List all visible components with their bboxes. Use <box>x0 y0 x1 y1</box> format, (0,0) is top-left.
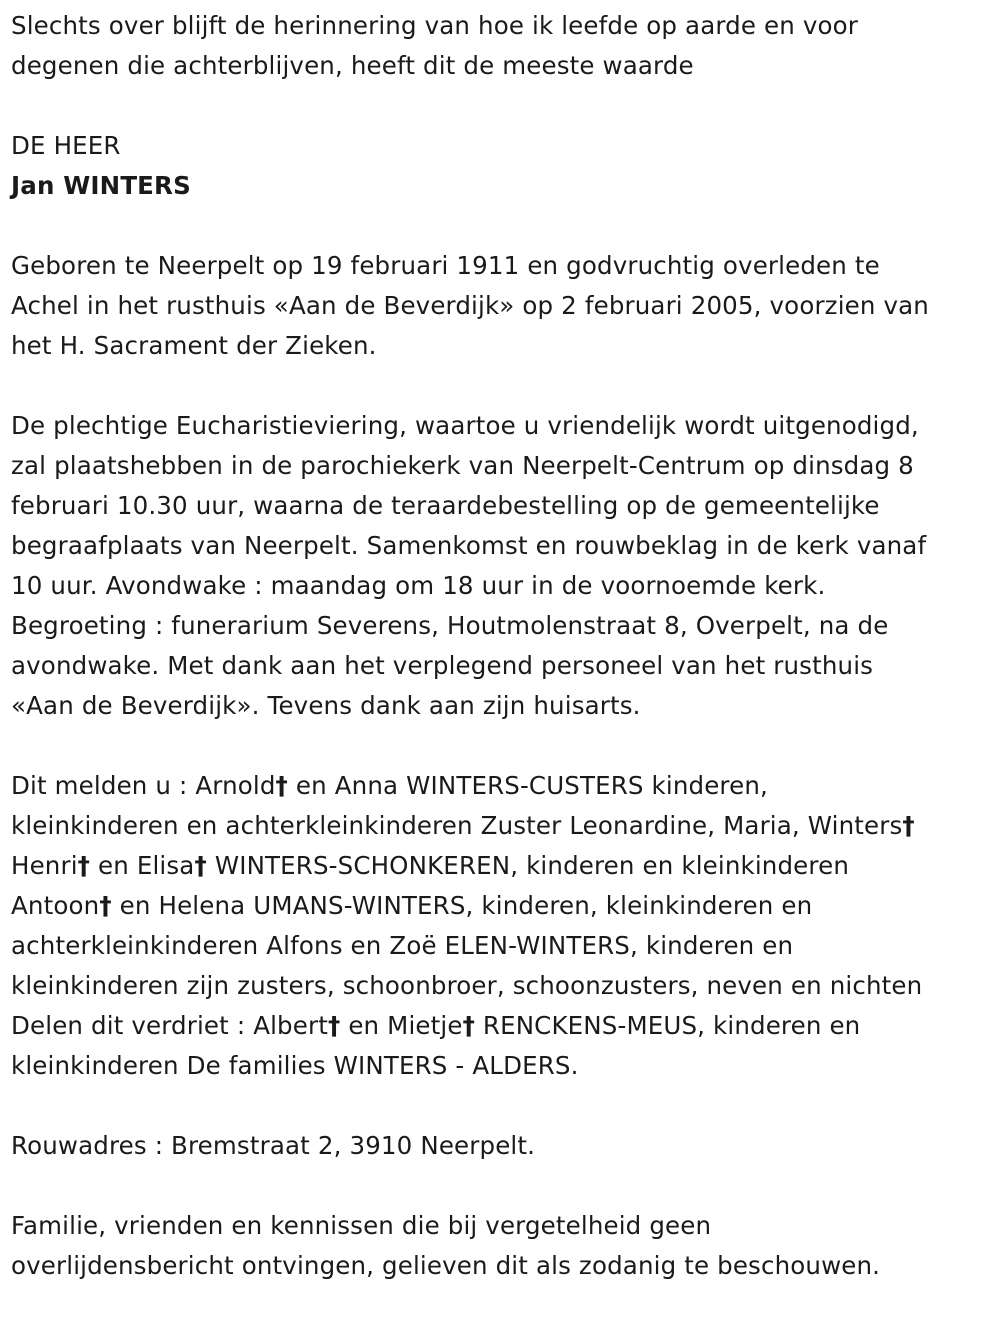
cross-icon: † <box>77 851 91 880</box>
family-text: RENCKENS-MEUS, kinderen en <box>474 1011 861 1040</box>
paragraph-line <box>11 886 993 926</box>
deceased-name: Jan WINTERS <box>11 171 191 200</box>
paragraph-line: 10 uur. Avondwake : maandag om 18 uur in de voornoemde kerk. <box>11 571 826 600</box>
paragraph-line <box>11 846 993 886</box>
paragraph-line <box>11 766 993 806</box>
paragraph-line: Familie, vrienden en kennissen die bij vergetelheid geen <box>11 1211 712 1240</box>
family-text: WINTERS-SCHONKEREN, kinderen en kleinkinderen <box>206 851 849 880</box>
cross-icon: † <box>99 891 112 920</box>
cross-icon: † <box>462 1011 475 1040</box>
paragraph-line: het H. Sacrament der Zieken. <box>11 331 377 360</box>
quote-line: degenen die achterblijven, heeft dit de meeste waarde <box>11 51 694 80</box>
address-paragraph <box>11 1126 993 1166</box>
family-paragraph <box>11 766 993 1086</box>
deceased-header <box>11 126 993 206</box>
paragraph-line <box>11 1006 993 1046</box>
quote-line: Slechts over blijft de herinnering van hoe ik leefde op aarde en voor <box>11 11 859 40</box>
paragraph-line: februari 10.30 uur, waarna de teraardebestelling op de gemeentelijke <box>11 491 880 520</box>
family-text: Antoon <box>11 891 100 920</box>
paragraph-line: Achel in het rusthuis «Aan de Beverdijk» op 2 februari 2005, voorzien van <box>11 291 929 320</box>
cross-icon: † <box>327 1011 341 1040</box>
birth-death-paragraph <box>11 246 993 366</box>
paragraph-line: overlijdensbericht ontvingen, gelieven dit als zodanig te beschouwen. <box>11 1251 881 1280</box>
paragraph-line: De plechtige Eucharistieviering, waartoe u vriendelijk wordt uitgenodigd, <box>11 411 919 440</box>
cross-icon: † <box>902 811 915 840</box>
family-text: en Elisa <box>90 851 195 880</box>
family-text: en Anna WINTERS-CUSTERS kinderen, <box>287 771 768 800</box>
paragraph-line: kleinkinderen zijn zusters, schoonbroer, schoonzusters, neven en nichten <box>11 971 923 1000</box>
paragraph-line: zal plaatshebben in de parochiekerk van Neerpelt-Centrum op dinsdag 8 <box>11 451 914 480</box>
obituary-document <box>11 6 993 1326</box>
family-text: Henri <box>11 851 78 880</box>
deceased-title: DE HEER <box>11 131 121 160</box>
paragraph-line: Begroeting : funerarium Severens, Houtmolenstraat 8, Overpelt, na de <box>11 611 889 640</box>
paragraph-line: achterkleinkinderen Alfons en Zoë ELEN-WINTERS, kinderen en <box>11 931 794 960</box>
family-text: kleinkinderen en achterkleinkinderen Zuster Leonardine, Maria, Winters <box>11 811 903 840</box>
paragraph-line <box>11 806 993 846</box>
family-text: en Mietje <box>340 1011 463 1040</box>
address-line: Rouwadres : Bremstraat 2, 3910 Neerpelt. <box>11 1131 536 1160</box>
paragraph-line: kleinkinderen De families WINTERS - ALDERS. <box>11 1051 579 1080</box>
paragraph-line: begraafplaats van Neerpelt. Samenkomst en rouwbeklag in de kerk vanaf <box>11 531 927 560</box>
closing-paragraph <box>11 1206 993 1286</box>
paragraph-line: avondwake. Met dank aan het verplegend personeel van het rusthuis <box>11 651 874 680</box>
family-text: Delen dit verdriet : Albert <box>11 1011 328 1040</box>
ceremony-paragraph <box>11 406 993 726</box>
paragraph-line: «Aan de Beverdijk». Tevens dank aan zijn huisarts. <box>11 691 641 720</box>
memorial-quote <box>11 6 993 86</box>
family-text: en Helena UMANS-WINTERS, kinderen, kleinkinderen en <box>111 891 813 920</box>
paragraph-line: Geboren te Neerpelt op 19 februari 1911 en godvruchtig overleden te <box>11 251 880 280</box>
cross-icon: † <box>275 771 288 800</box>
family-text: Dit melden u : Arnold <box>11 771 276 800</box>
cross-icon: † <box>194 851 207 880</box>
